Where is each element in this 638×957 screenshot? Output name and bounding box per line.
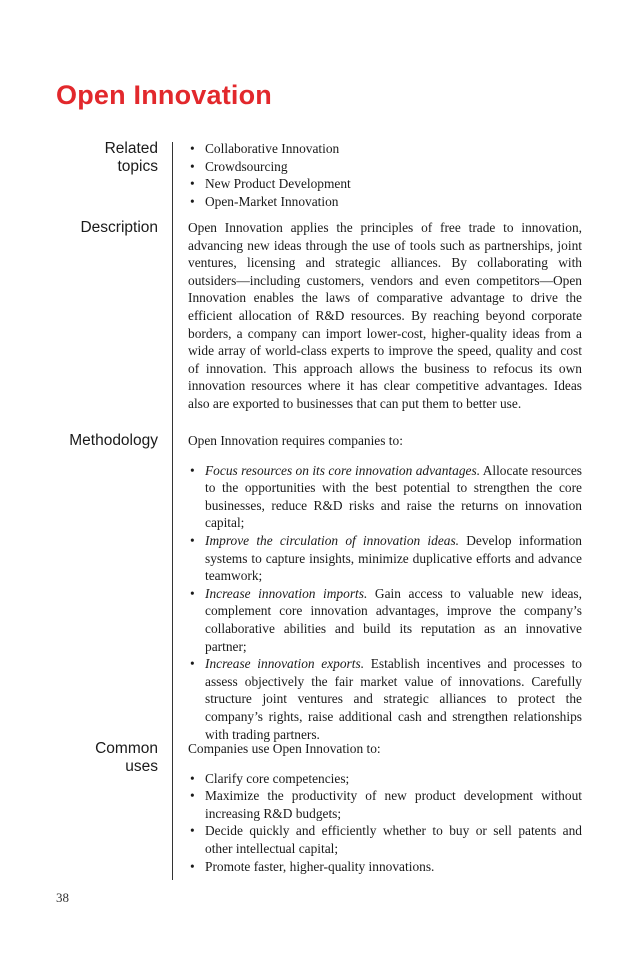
- related-topic-item: • Collaborative Innovation: [188, 140, 582, 158]
- label-uses-line2: uses: [125, 758, 158, 775]
- label-related-line2: topics: [117, 158, 158, 175]
- uses-item: • Clarify core competencies;: [188, 770, 582, 788]
- methodology-item-text: Develop information systems to capture insights, minimize duplicative efforts and advance teamwork;: [205, 532, 583, 584]
- uses-item: • Decide quickly and efficiently whether to buy or sell patents and other intellectual capital;: [188, 822, 582, 857]
- description-block: [188, 219, 582, 413]
- methodology-list: [188, 462, 582, 744]
- methodology-item-text: Allocate resources to the opportunities with the best potential to strengthen the core businesses, reduce R&D risks and raise the returns on innovation capital;: [205, 462, 582, 531]
- label-related-line1: Related: [104, 140, 158, 157]
- methodology-item-lead: Focus resources on its core innovation advantages.: [205, 462, 481, 478]
- related-topic-item: • New Product Development: [188, 175, 582, 193]
- common-uses-block: [188, 740, 582, 875]
- label-uses-line1: Common: [95, 740, 158, 757]
- methodology-item-lead: Improve the circulation of innovation ideas.: [205, 532, 460, 548]
- description-text: Open Innovation applies the principles of free trade to innovation, advancing new ideas through the use of tools such as partnerships, joint ventures, licensing and strategic alliances. By collaborating with outsiders—including customers, vendors and even competitors—Open Innovation enables the laws of comparative advantage to drive the efficient allocation of R&D resources. By reaching beyond corporate borders, a company can import lower-cost, higher-quality ideas from a wide array of world-class experts to improve the speed, quality and cost of innovation. This approach allows the business to refocus its own innovation resources where it has clear competitive advantages. Ideas also are exported to businesses that can put them to better use.: [188, 220, 582, 411]
- methodology-item: [188, 462, 582, 532]
- vertical-divider: [172, 142, 173, 880]
- related-topics-list: [188, 140, 582, 210]
- page-number: 38: [56, 890, 69, 905]
- related-topic-item: • Crowdsourcing: [188, 158, 582, 176]
- label-methodology: Methodology: [69, 432, 158, 449]
- methodology-intro: Open Innovation requires companies to:: [188, 433, 403, 448]
- related-topic-item: • Open-Market Innovation: [188, 193, 582, 211]
- related-topics-block: [188, 140, 582, 210]
- uses-list: [188, 770, 582, 876]
- methodology-item-text: Establish incentives and processes to assess objectively the fair market value of innovations. Carefully structure joint ventures and strategic alliances to protect the company’s rights, raise additional cash and strengthen relationships with trading partners.: [205, 656, 582, 742]
- methodology-item: [188, 655, 582, 743]
- methodology-item-lead: Increase innovation imports.: [205, 585, 368, 601]
- methodology-item: [188, 532, 582, 585]
- methodology-item: [188, 585, 582, 655]
- uses-intro: Companies use Open Innovation to:: [188, 741, 381, 756]
- label-common-uses: [95, 740, 158, 776]
- methodology-item-text: Gain access to valuable new ideas, complement core innovation advantages, improve the company’s collaborative abilities and build its reputation as an innovative partner;: [205, 585, 582, 654]
- methodology-item-lead: Increase innovation exports.: [205, 656, 365, 672]
- uses-item: • Promote faster, higher-quality innovations.: [188, 858, 582, 876]
- uses-item: • Maximize the productivity of new product development without increasing R&D budgets;: [188, 787, 582, 822]
- label-description: Description: [80, 219, 158, 236]
- page-title: Open Innovation: [56, 80, 272, 110]
- label-related-topics: [105, 140, 158, 176]
- methodology-block: [188, 432, 582, 743]
